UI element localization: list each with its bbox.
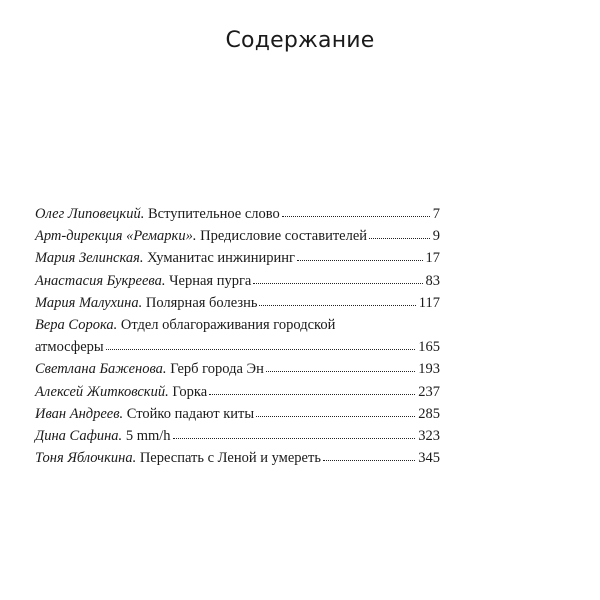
- toc-line: [35, 203, 440, 225]
- toc-author: Арт-дирекция «Ремарки».: [35, 228, 197, 245]
- toc-page-number: 193: [418, 361, 440, 378]
- toc-author: Дина Сафина.: [35, 428, 123, 445]
- dot-leader: [266, 371, 415, 372]
- toc-entry-text: [35, 358, 264, 380]
- toc-title: Предисловие составителей: [200, 228, 368, 245]
- toc-page-number: 9: [432, 228, 440, 245]
- toc-title-continuation: атмосферы: [35, 339, 104, 356]
- toc-title: Вступительное слово: [147, 206, 280, 222]
- toc-entry-text: [35, 225, 367, 247]
- toc-title: 5 mm/h: [125, 428, 171, 445]
- toc-page-number: 17: [425, 250, 440, 267]
- toc-author: Алексей Житковский.: [35, 383, 169, 400]
- toc-page-number: 7: [432, 206, 440, 222]
- toc-author: Светлана Баженова.: [35, 361, 167, 378]
- toc-title: Герб города Эн: [170, 361, 264, 378]
- toc-line: [35, 336, 440, 358]
- toc-title: Горка: [172, 383, 208, 400]
- toc-line: [35, 314, 440, 336]
- toc-line: [35, 403, 440, 425]
- toc-line: [35, 425, 440, 447]
- toc-entry: [35, 270, 440, 292]
- toc-page-number: 83: [425, 272, 440, 289]
- toc-entry: [35, 447, 440, 469]
- toc-page-number: 345: [418, 450, 440, 467]
- toc-entry-text: [35, 270, 251, 292]
- toc-page-number: 323: [418, 428, 440, 445]
- toc-entry: [35, 292, 440, 314]
- toc-entry-text: [35, 292, 257, 314]
- dot-leader: [209, 394, 415, 395]
- toc-entry-text: [35, 203, 280, 225]
- toc-entry: [35, 425, 440, 447]
- toc-title: Переспать с Леной и умереть: [139, 450, 321, 467]
- dot-leader: [256, 416, 415, 417]
- toc-page-number: 237: [418, 383, 440, 400]
- toc-title: Отдел облагораживания городской: [120, 317, 336, 334]
- toc-line: [35, 270, 440, 292]
- dot-leader: [323, 460, 415, 461]
- toc-entry: [35, 381, 440, 403]
- toc-line: [35, 381, 440, 403]
- toc-entry: [35, 314, 440, 358]
- toc-line: [35, 447, 440, 469]
- toc-entry-text: [35, 447, 321, 469]
- dot-leader: [282, 216, 430, 217]
- toc-title: Хуманитас инжиниринг: [147, 250, 295, 267]
- dot-leader: [253, 283, 422, 284]
- toc-author: Вера Сорока.: [35, 317, 118, 334]
- toc-list: [35, 203, 440, 469]
- toc-entry: [35, 247, 440, 269]
- toc-heading: Содержание: [225, 28, 375, 53]
- toc-line: [35, 225, 440, 247]
- toc-title: Стойко падают киты: [126, 405, 255, 422]
- toc-author: Анастасия Букреева.: [35, 272, 166, 289]
- toc-page-number: 285: [418, 405, 440, 422]
- toc-entry: [35, 403, 440, 425]
- toc-line: [35, 247, 440, 269]
- dot-leader: [173, 438, 416, 439]
- toc-author: Мария Зелинская.: [35, 250, 144, 267]
- toc-author: Олег Липовецкий.: [35, 206, 145, 222]
- toc-page-number: 165: [418, 339, 440, 356]
- toc-title: Полярная болезнь: [145, 294, 258, 311]
- toc-entry-text: [35, 247, 295, 269]
- dot-leader: [106, 349, 416, 350]
- toc-author: Иван Андреев.: [35, 405, 124, 422]
- toc-entry: [35, 358, 440, 380]
- toc-entry: [35, 203, 440, 225]
- toc-line: [35, 358, 440, 380]
- toc-entry-text: [35, 425, 171, 447]
- toc-author: Мария Малухина.: [35, 294, 143, 311]
- toc-entry: [35, 225, 440, 247]
- toc-author: Тоня Яблочкина.: [35, 450, 137, 467]
- dot-leader: [259, 305, 415, 306]
- dot-leader: [297, 260, 423, 261]
- toc-line: [35, 292, 440, 314]
- toc-entry-text: [35, 403, 254, 425]
- toc-entry-text: [35, 381, 207, 403]
- dot-leader: [369, 238, 430, 239]
- toc-page-number: 117: [418, 294, 440, 311]
- toc-title: Черная пурга: [169, 272, 252, 289]
